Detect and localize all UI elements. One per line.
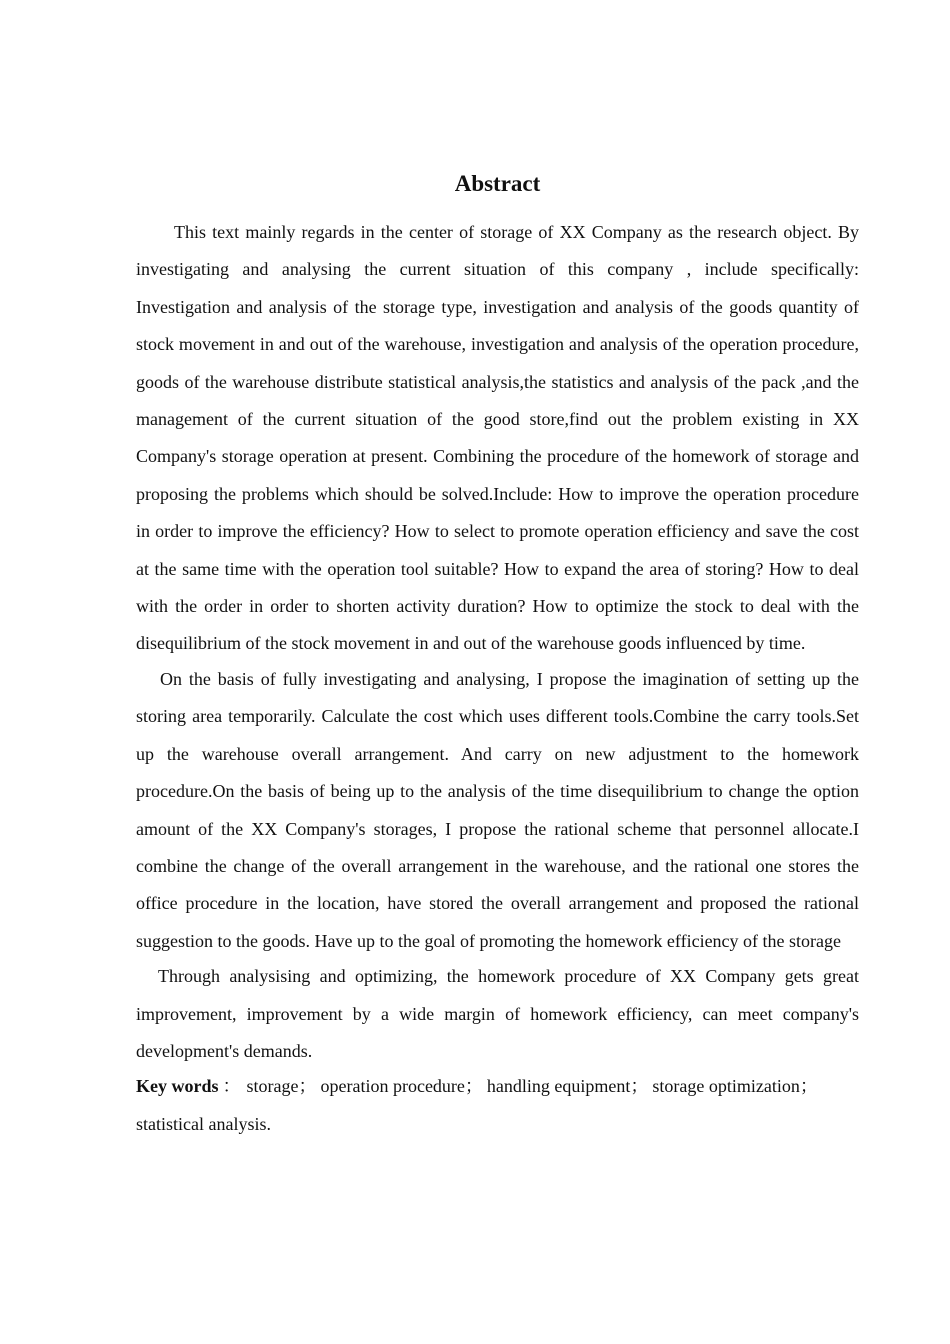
keyword-semicolon: ； xyxy=(464,1076,483,1097)
keyword-semicolon: ； xyxy=(630,1076,649,1097)
keyword-item: storage optimization xyxy=(652,1076,800,1097)
keywords-line xyxy=(136,1068,859,1143)
keyword-item-last: statistical analysis. xyxy=(136,1113,271,1134)
abstract-title: Abstract xyxy=(454,171,541,196)
keyword-item: operation procedure xyxy=(320,1076,465,1097)
keyword-item: storage xyxy=(246,1076,299,1097)
abstract-paragraph-3: Through analysising and optimizing, the homework procedure of XX Company gets great improvement, improvement by a wide margin of homework efficiency, can meet company's development's demands. xyxy=(136,966,859,1061)
keyword-item: handling equipment xyxy=(486,1076,631,1097)
keyword-semicolon: ； xyxy=(799,1076,818,1097)
abstract-paragraph-1: This text mainly regards in the center of storage of XX Company as the research object. By investigating and analysing the current situation of this company , include specifically: Investigation and analysis of the storage type, investigation and analysis of the goods quantity of stock movement in and out of the warehouse, investigation and analysis of the operation procedure, goods of the warehouse distribute statistical analysis,the statistics and analysis of the pack ,and the management of the current situation of the good store,find out the problem existing in XX Company's storage operation at present. Combining the procedure of the homework of storage and proposing the problems which should be solved.Include: How to improve the operation procedure in order to improve the efficiency? How to select to promote operation efficiency and save the cost at the same time with the operation tool suitable? How to expand the area of storing? How to deal with the order in order to shorten activity duration? How to optimize the stock to deal with the disequilibrium of the stock movement in and out of the warehouse goods influenced by time. xyxy=(136,222,859,654)
abstract-paragraph-2: On the basis of fully investigating and analysing, I propose the imagination of setting up the storing area temporarily. Calculate the cost which uses different tools.Combine the carry tools.Set up the warehouse overall arrangement. And carry on new adjustment to the homework procedure.On the basis of being up to the analysis of the time disequilibrium to change the option amount of the XX Company's storages, I propose the rational scheme that personnel allocate.I combine the change of the overall arrangement in the warehouse, and the rational one stores the office procedure in the location, have stored the overall arrangement and proposed the rational suggestion to the goods. Have up to the goal of promoting the homework efficiency of the storage xyxy=(136,668,859,951)
keywords-label: Key words xyxy=(136,1076,219,1097)
keywords-colon: ： xyxy=(222,1076,241,1097)
document-page xyxy=(136,166,859,1143)
keyword-semicolon: ； xyxy=(298,1076,317,1097)
